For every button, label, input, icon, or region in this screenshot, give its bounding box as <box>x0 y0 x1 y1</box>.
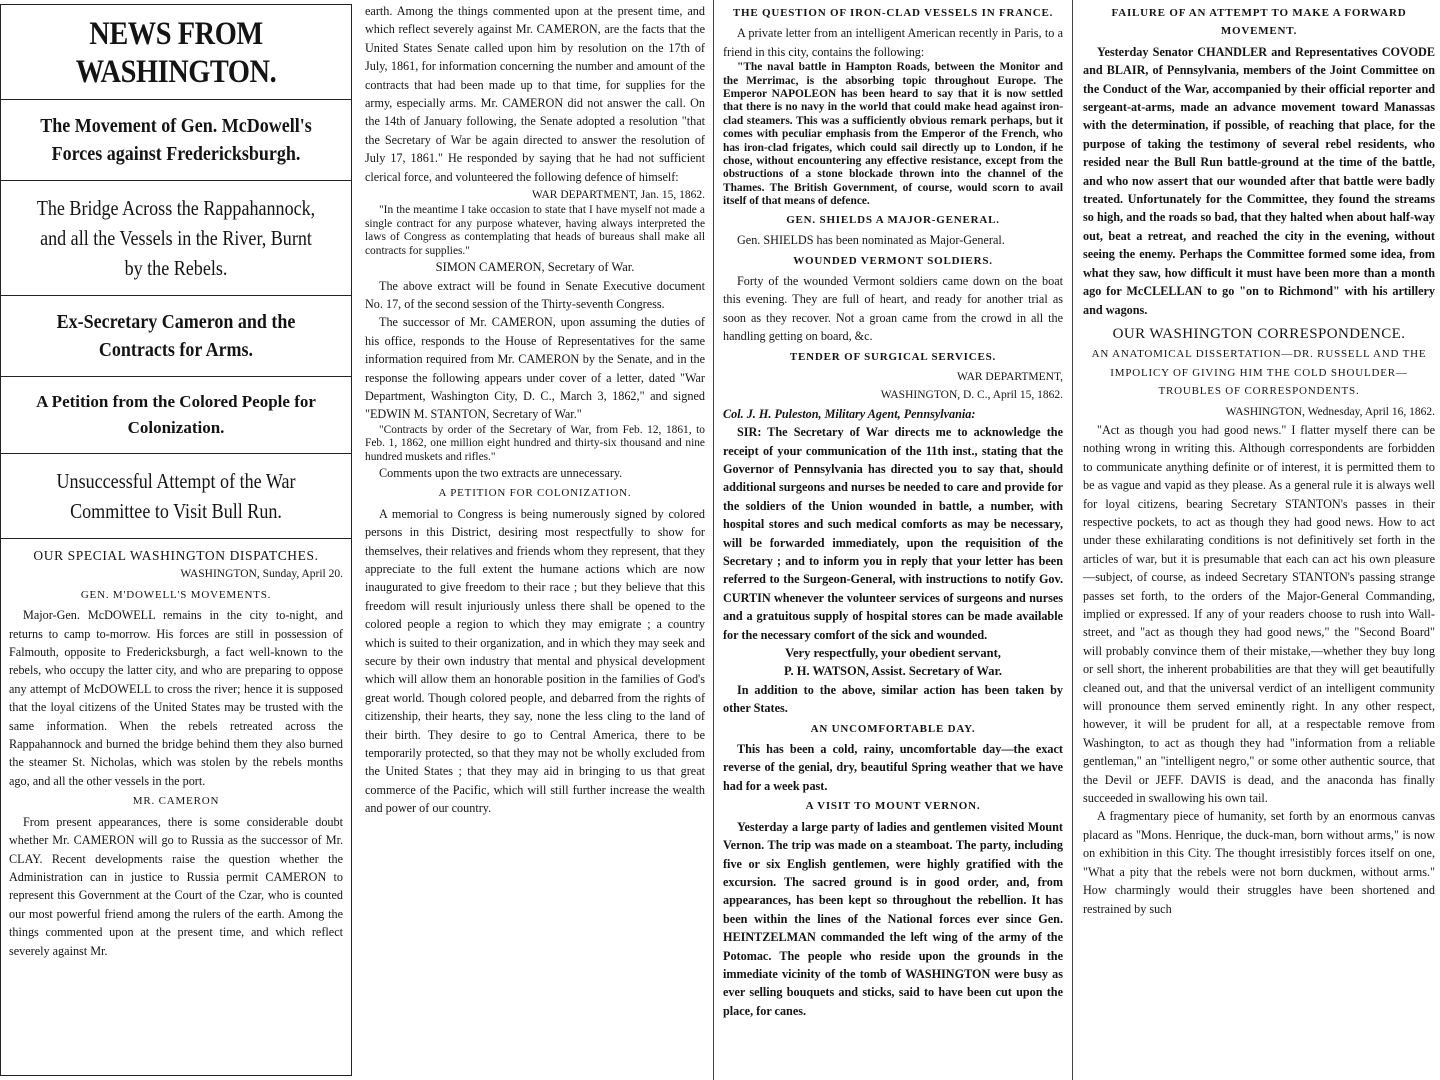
dateline: WASHINGTON, D. C., April 15, 1862. <box>880 389 1063 402</box>
dateline: WASHINGTON, Sunday, April 20. <box>180 568 343 581</box>
addressee: Col. J. H. Puleston, Military Agent, Pennsylvania: <box>723 406 976 421</box>
article-paragraph: In addition to the above, similar action has been taken by other States. <box>723 682 1063 716</box>
divider <box>1 376 351 377</box>
subhead-weather: AN UNCOMFORTABLE DAY. <box>810 722 976 735</box>
article-paragraph: Comments upon the two extracts are unnecessary. <box>379 465 623 480</box>
article-paragraph: earth. Among the things commented upon at the present time, and which reflect severely against Mr. CAMERON, are the facts that the United States Senate called upon him by resolution on the 17th of July, 1861, for information concerning the number and amount of the contracts that had been made up to that time, for supplies for the army, especially arms. Mr. CAMERON did not answer the call. On the 14th of January following, the Senate adopted a resolution "that the Secretary of War be again directed to answer the resolution of July 17, 1861." He responded by saying that he had not sufficient clerical force, and volunteered the following defence of himself: <box>365 4 705 184</box>
quoted-statement: "In the meantime I take occasion to state that I have myself not made a single contract for any purpose whatever, having always interpreted the laws of Congress as contemplating that heads of bureaus shall make all contracts for supplies." <box>365 204 705 257</box>
headline-cameron: Ex-Secretary Cameron and the Contracts for Arms. <box>56 311 296 361</box>
dateline: WAR DEPARTMENT, Jan. 15, 1862. <box>531 189 705 202</box>
article-paragraph: A private letter from an intelligent American recently in Paris, to a friend in this city, contains the following: <box>723 26 1063 59</box>
column-1 <box>0 4 352 1076</box>
headline-petition: A Petition from the Colored People for Colonization. <box>36 392 316 437</box>
divider <box>1 295 351 296</box>
subhead-mcdowell: GEN. M'DOWELL'S MOVEMENTS. <box>80 588 272 601</box>
divider <box>1 538 351 539</box>
section-title: OUR WASHINGTON CORRESPONDENCE. <box>1112 325 1406 342</box>
subhead-surgical: TENDER OF SURGICAL SERVICES. <box>789 350 997 363</box>
article-paragraph: A memorial to Congress is being numerously signed by colored persons in this District, desiring most respectfully to show for themselves, their relatives and friends whom they represent, that they appreciate to the full extent the humane actions which are now inaugurated to give freedom to their race ; but they believe that this freedom will result injuriously unless there shall be opened to the colored people a region to which they may emigrate ; a country which is suited to their organization, and in which they may seek and secure by their own industry that mental and physical development which will allow them an honorable position in the families of God's great world. Though colored people, and debarred from the rights of citizenship, their hearts, they say, none the less cling to the land of their birth. They desire to go to Central America, there to be temporarily protected, so that they may not be wholly excluded from the United States ; that they may aid in bringing to us that great commerce of the Pacific, which will still further increase the wealth and power of our country. <box>365 506 705 816</box>
article-paragraph: A fragmentary piece of humanity, set forth by an enormous canvas placard as "Mons. Henrique, the duck-man, born without arms," is now on exhibition in this City. The thought irresistibly forces itself on one, "What a pity that the rebels were not born duckmen, without arms." How charmingly would their struggles have been shortened and restrained by such <box>1083 809 1435 916</box>
article-paragraph: Yesterday a large party of ladies and gentlemen visited Mount Vernon. The trip was made on a steamboat. The party, including five or six English gentlemen, were highly gratified with the excursion. The sacred ground is in good order, and, from appearances, has been kept so throughout the rebellion. It has been within the lines of the National forces ever since Gen. HEINTZELMAN commanded the left wing of the army of the Potomac. The people who reside upon the grounds in the immediate vicinity of the tomb of WASHINGTON were busy as ever selling bouquets and sticks, said to have been cut upon the place, for canes. <box>723 819 1063 1018</box>
article-paragraph: Forty of the wounded Vermont soldiers came down on the boat this evening. They are full of heart, and ready for another trial as soon as they recover. Not a groan came from the crowd in all the handling getting on board, &c. <box>723 273 1063 344</box>
section-title: OUR SPECIAL WASHINGTON DISPATCHES. <box>33 548 319 563</box>
headline-bridge: The Bridge Across the Rappahannock, and all the Vessels in the River, Burnt by the Rebels. <box>36 196 316 280</box>
article-paragraph: The successor of Mr. CAMERON, upon assuming the duties of his office, responds to the House of Representatives for the same information required from Mr. CAMERON by the Senate, and in the response the following appears under cover of a letter, dated "War Department, Washington City, D. C., March 3, 1862," and signed "EDWIN M. STANTON, Secretary of War." <box>365 315 705 422</box>
divider <box>1 180 351 181</box>
article-paragraph: Major-Gen. McDOWELL remains in the city to-night, and returns to camp to-morrow. His forces are still in possession of Falmouth, opposite to Fredericksburgh, a fact well-known to the rebels, who occupy the latter city, and who are preparing to oppose any attempt of McDOWELL to cross the river; hence it is supposed that the loyal citizens of the United States may be trusted with the same information. When the rebels retreated across the Rappahannock and burned the bridge behind them they also burned the steamer St. Nicholas, which was stolen by the rebels months ago, and all the other vessels in the port. <box>9 608 343 788</box>
signature: SIMON CAMERON, Secretary of War. <box>435 260 635 275</box>
article-paragraph: This has been a cold, rainy, uncomfortable day—the exact reverse of the genial, dry, beautiful Spring weather that we have had for a week past. <box>723 742 1063 793</box>
column-4 <box>1078 0 1440 1080</box>
subhead-petition: A PETITION FOR COLONIZATION. <box>438 487 632 500</box>
signature: P. H. WATSON, Assist. Secretary of War. <box>784 664 1002 679</box>
column-2 <box>360 0 710 1080</box>
headline-mcdowell: The Movement of Gen. McDowell's Forces against Fredericksburgh. <box>40 115 312 165</box>
headline-war-committee: Unsuccessful Attempt of the War Committee to Visit Bull Run. <box>56 469 296 523</box>
column-rule <box>1072 0 1073 1080</box>
subhead-vermont: WOUNDED VERMONT SOLDIERS. <box>793 254 993 267</box>
column-rule <box>713 0 714 1080</box>
divider <box>1 453 351 454</box>
divider <box>1 99 351 100</box>
subhead-shields: GEN. SHIELDS A MAJOR-GENERAL. <box>786 213 1000 226</box>
article-paragraph: From present appearances, there is some considerable doubt whether Mr. CAMERON will go to Russia as the successor of Mr. CLAY. Recent developments raise the question whether the Administration can in justice to Russia permit CAMERON to represent this Government at the Court of the Czar, who is counted our most powerful friend among the rulers of the earth. Among the things commented upon at the present time, and which reflect severely against Mr. <box>9 814 343 958</box>
letter-body: SIR: The Secretary of War directs me to acknowledge the receipt of your communication of the 11th inst., stating that the Governor of Pennsylvania has directed you to say that, should additional surgeons and nurses be needed to care and provide for the soldiers of the Union wounded in battle, a number, with hospital stores and such medical comforts as may be necessary, will be forwarded immediately, upon the requisition of the Secretary ; and to inform you in reply that your letter has been referred to the Surgeon-General, with instructions to notify Gov. CURTIN whenever the volunteer services of surgeons and nurses and a gratuitous supply of hospital stores can be made available for the necessary comfort of the sick and wounded. <box>723 425 1063 642</box>
subhead-dissertation: AN ANATOMICAL DISSERTATION—DR. RUSSELL AND THE IMPOLICY OF GIVING HIM THE COLD SHOULDER—TROUBLES OF CORRESPONDENTS. <box>1091 348 1427 398</box>
quoted-letter: "The naval battle in Hampton Roads, between the Monitor and the Merrimac, is the absorbing topic throughout Europe. The Emperor NAPOLEON has been heard to say that it is now settled that there is no navy in the world that could make head against iron-clad steamers. This was a sufficiently obvious remark perhaps, but it comes with peculiar emphasis from the Emperor of the French, who has iron-clad frigates, which could sail directly up to London, if he chose, without encountering any effective resistance, except from the obstructions of a stone blockade thrown into the channel of the Thames. The British Government, of course, would scorn to avail itself of that means of defence. <box>723 61 1063 208</box>
article-paragraph: Yesterday Senator CHANDLER and Representatives COVODE and BLAIR, of Pennsylvania, members of the Joint Committee on the Conduct of the War, accompanied by their official reporter and sergeant-at-arms, made an advance movement toward Manassas with the determination, if possible, of reaching that place, for the purpose of taking the testimony of several rebel residents, who resided near the Bull Run battle-ground at the time of the battle, and who now assert that our wounded after that battle were badly treated. Unfortunately for the Committee, they found the streams so high, and the roads so bad, that they halted when about half-way out, beat a retreat, and reached the city in the evening, without seeing the enemy. Perhaps the Committee formed some idea, from what they saw, how difficult it must have been more than a month ago for McCLELLAN to go "on to Richmond" with his artillery and wagons. <box>1083 44 1435 317</box>
subhead-failure: FAILURE OF AN ATTEMPT TO MAKE A FORWARD MOVEMENT. <box>1111 7 1407 38</box>
subhead-mount-vernon: A VISIT TO MOUNT VERNON. <box>805 800 981 813</box>
column-3 <box>718 0 1068 1080</box>
subhead-cameron: MR. CAMERON <box>132 795 220 808</box>
dateline: WAR DEPARTMENT, <box>956 370 1063 383</box>
masthead: NEWS FROM WASHINGTON. <box>75 16 277 90</box>
subhead-iron-clad: THE QUESTION OF IRON-CLAD VESSELS IN FRANCE. <box>732 7 1054 19</box>
article-paragraph: The above extract will be found in Senate Executive document No. 17, of the second session of the Thirty-seventh Congress. <box>365 278 705 311</box>
article-paragraph: "Act as though you had good news." I flatter myself there can be nothing wrong in writing this. Although correspondents are forbidden to communicate anything definite or of interest, it is permitted them to be as vague and vapid as they please. As a general rule it is always well for loyal citizens, bearing Secretary STANTON's passes in their respective pockets, to act as though they had good news. How to act under these exhilarating conditions is not definitively set forth in the articles of war, but it is presumable that each can act his own pleasure—subject, of course, as indeed Secretary STANTON's passing strange passes set forth, to the orders of the Major-General Commanding, implied or expressed. If any of your readers choose to rush into Wall-street, and "act as though they had good news," the "Second Board" will probably convince them of their mistake,—whether they buy long or sell short, the inherent probabilities are that they will get beautifully cleaned out, and that the universal verdict of an intelligent community will pronounce them served eminently right. In any other respect, however, it will be prudent for all, at a respectable remove from Washington, to act as though they had "information from a reliable gentleman," an "intelligent negro," or some other authentic source, that the Devil or JEFF. DAVIS is dead, and the anaconda has finally succeeded in swallowing his own tail. <box>1083 422 1435 806</box>
closing: Very respectfully, your obedient servant, <box>785 646 1001 661</box>
quoted-statement: "Contracts by order of the Secretary of War, from Feb. 12, 1861, to Feb. 1, 1862, one million eight hundred and thirty-six thousand and nine hundred muskets and rifles." <box>365 423 705 463</box>
dateline: WASHINGTON, Wednesday, April 16, 1862. <box>1225 405 1435 418</box>
article-paragraph: Gen. SHIELDS has been nominated as Major-General. <box>737 233 1005 248</box>
